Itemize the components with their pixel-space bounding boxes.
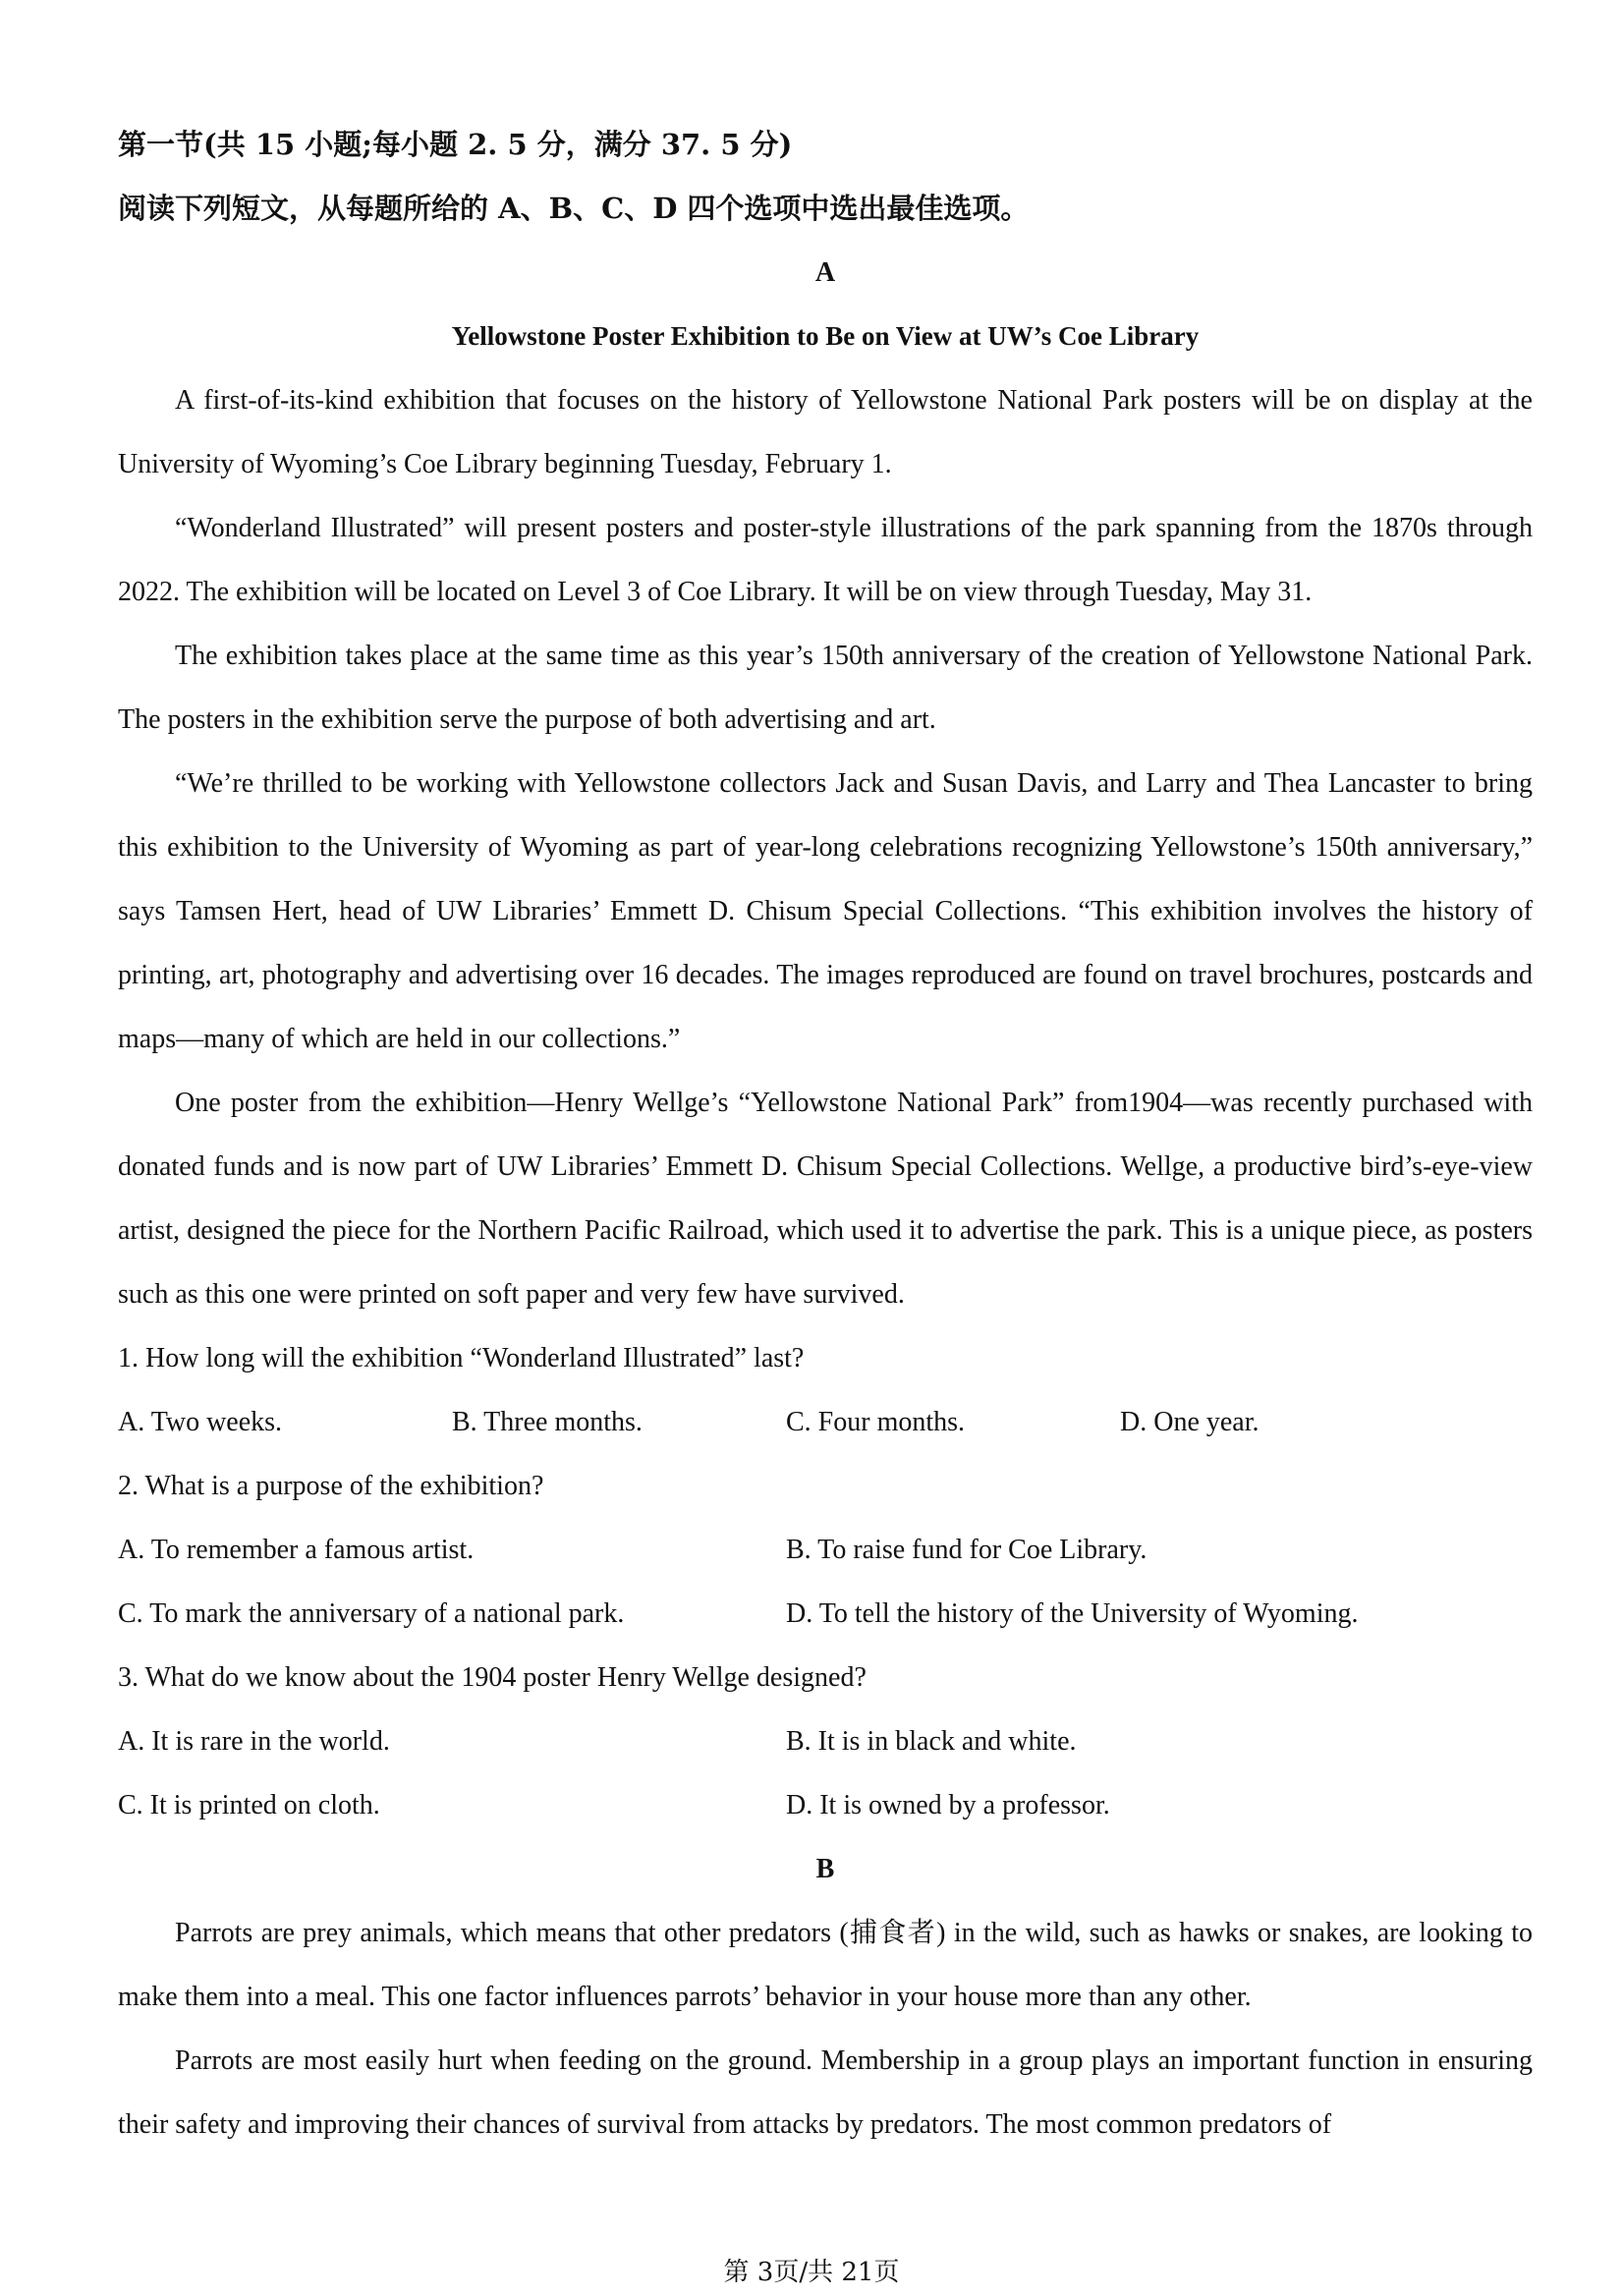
question-3-option-a: A. It is rare in the world.	[118, 1726, 390, 1757]
passage-a-label: A	[814, 257, 836, 288]
question-1-stem: 1. How long will the exhibition “Wonderland Illustrated” last?	[118, 1343, 805, 1373]
question-2-option-d: D. To tell the history of the University of Wyoming.	[786, 1598, 1359, 1629]
passage-b-paragraph-1: Parrots are prey animals, which means that other predators (捕食者) in the wild, such as hawks or snakes, are looking to make them into a meal. This one factor influences parrots’ behavior in your house more than any other.	[118, 1918, 1533, 2012]
section-header: 第一节(共 15 小题;每小题 2. 5 分，满分 37. 5 分)	[118, 128, 793, 161]
passage-a-paragraph-3: The exhibition takes place at the same time as this year’s 150th anniversary of the creation of Yellowstone National Park. The posters in the exhibition serve the purpose of both advertising and art.	[118, 641, 1533, 735]
passage-a-paragraph-2: “Wonderland Illustrated” will present posters and poster-style illustrations of the park spanning from the 1870s through 2022. The exhibition will be located on Level 3 of Coe Library. It will be on view through Tuesday, May 31.	[118, 513, 1533, 607]
question-3-option-b: B. It is in black and white.	[786, 1726, 1077, 1757]
passage-a-paragraph-1: A first-of-its-kind exhibition that focuses on the history of Yellowstone National Park posters will be on display at the University of Wyoming’s Coe Library beginning Tuesday, February 1.	[118, 385, 1533, 479]
passage-a-paragraph-5: One poster from the exhibition—Henry Wellge’s “Yellowstone National Park” from1904—was recently purchased with donated funds and is now part of UW Libraries’ Emmett D. Chisum Special Collections. Wellge, a productive bird’s-eye-view artist, designed the piece for the Northern Pacific Railroad, which used it to advertise the park. This is a unique piece, as posters such as this one were printed on soft paper and very few have survived.	[118, 1088, 1533, 1310]
question-2-option-a: A. To remember a famous artist.	[118, 1535, 475, 1565]
page-number-footer: 第 3页/共 21页	[723, 2258, 900, 2287]
question-3-option-c: C. It is printed on cloth.	[118, 1790, 380, 1820]
question-1-option-c: C. Four months.	[786, 1407, 966, 1437]
question-1-option-b: B. Three months.	[452, 1407, 643, 1437]
question-3-option-d: D. It is owned by a professor.	[786, 1790, 1110, 1820]
question-1-option-a: A. Two weeks.	[118, 1407, 283, 1437]
passage-b-paragraph-2: Parrots are most easily hurt when feeding on the ground. Membership in a group plays an important function in ensuring their safety and improving their chances of survival from attacks by predators. The most common predators of	[118, 2045, 1533, 2140]
passage-a-title: Yellowstone Poster Exhibition to Be on View at UW’s Coe Library	[451, 321, 1200, 351]
question-1-option-d: D. One year.	[1120, 1407, 1259, 1437]
question-2-options-row-1	[118, 1518, 1533, 1582]
passage-a-paragraph-4: “We’re thrilled to be working with Yellowstone collectors Jack and Susan Davis, and Larry and Thea Lancaster to bring this exhibition to the University of Wyoming as part of year-long celebrations recognizing Yellowstone’s 150th anniversary,” says Tamsen Hert, head of UW Libraries’ Emmett D. Chisum Special Collections. “This exhibition involves the history of printing, art, photography and advertising over 16 decades. The images reproduced are found on travel brochures, postcards and maps—many of which are held in our collections.”	[118, 768, 1533, 1054]
question-2-stem: 2. What is a purpose of the exhibition?	[118, 1471, 544, 1501]
question-2-options-row-2	[118, 1582, 1533, 1646]
question-1-options	[118, 1390, 1533, 1454]
question-3-stem: 3. What do we know about the 1904 poster Henry Wellge designed?	[118, 1662, 867, 1693]
question-2-option-c: C. To mark the anniversary of a national park.	[118, 1598, 625, 1629]
question-3-options-row-1	[118, 1709, 1533, 1773]
question-3-options-row-2	[118, 1773, 1533, 1837]
instruction-line: 阅读下列短文，从每题所给的 A、B、C、D 四个选项中选出最佳选项。	[118, 192, 1030, 225]
question-2-option-b: B. To raise fund for Coe Library.	[786, 1535, 1147, 1565]
passage-b-label: B	[815, 1854, 835, 1884]
document-page	[118, 113, 1533, 2156]
